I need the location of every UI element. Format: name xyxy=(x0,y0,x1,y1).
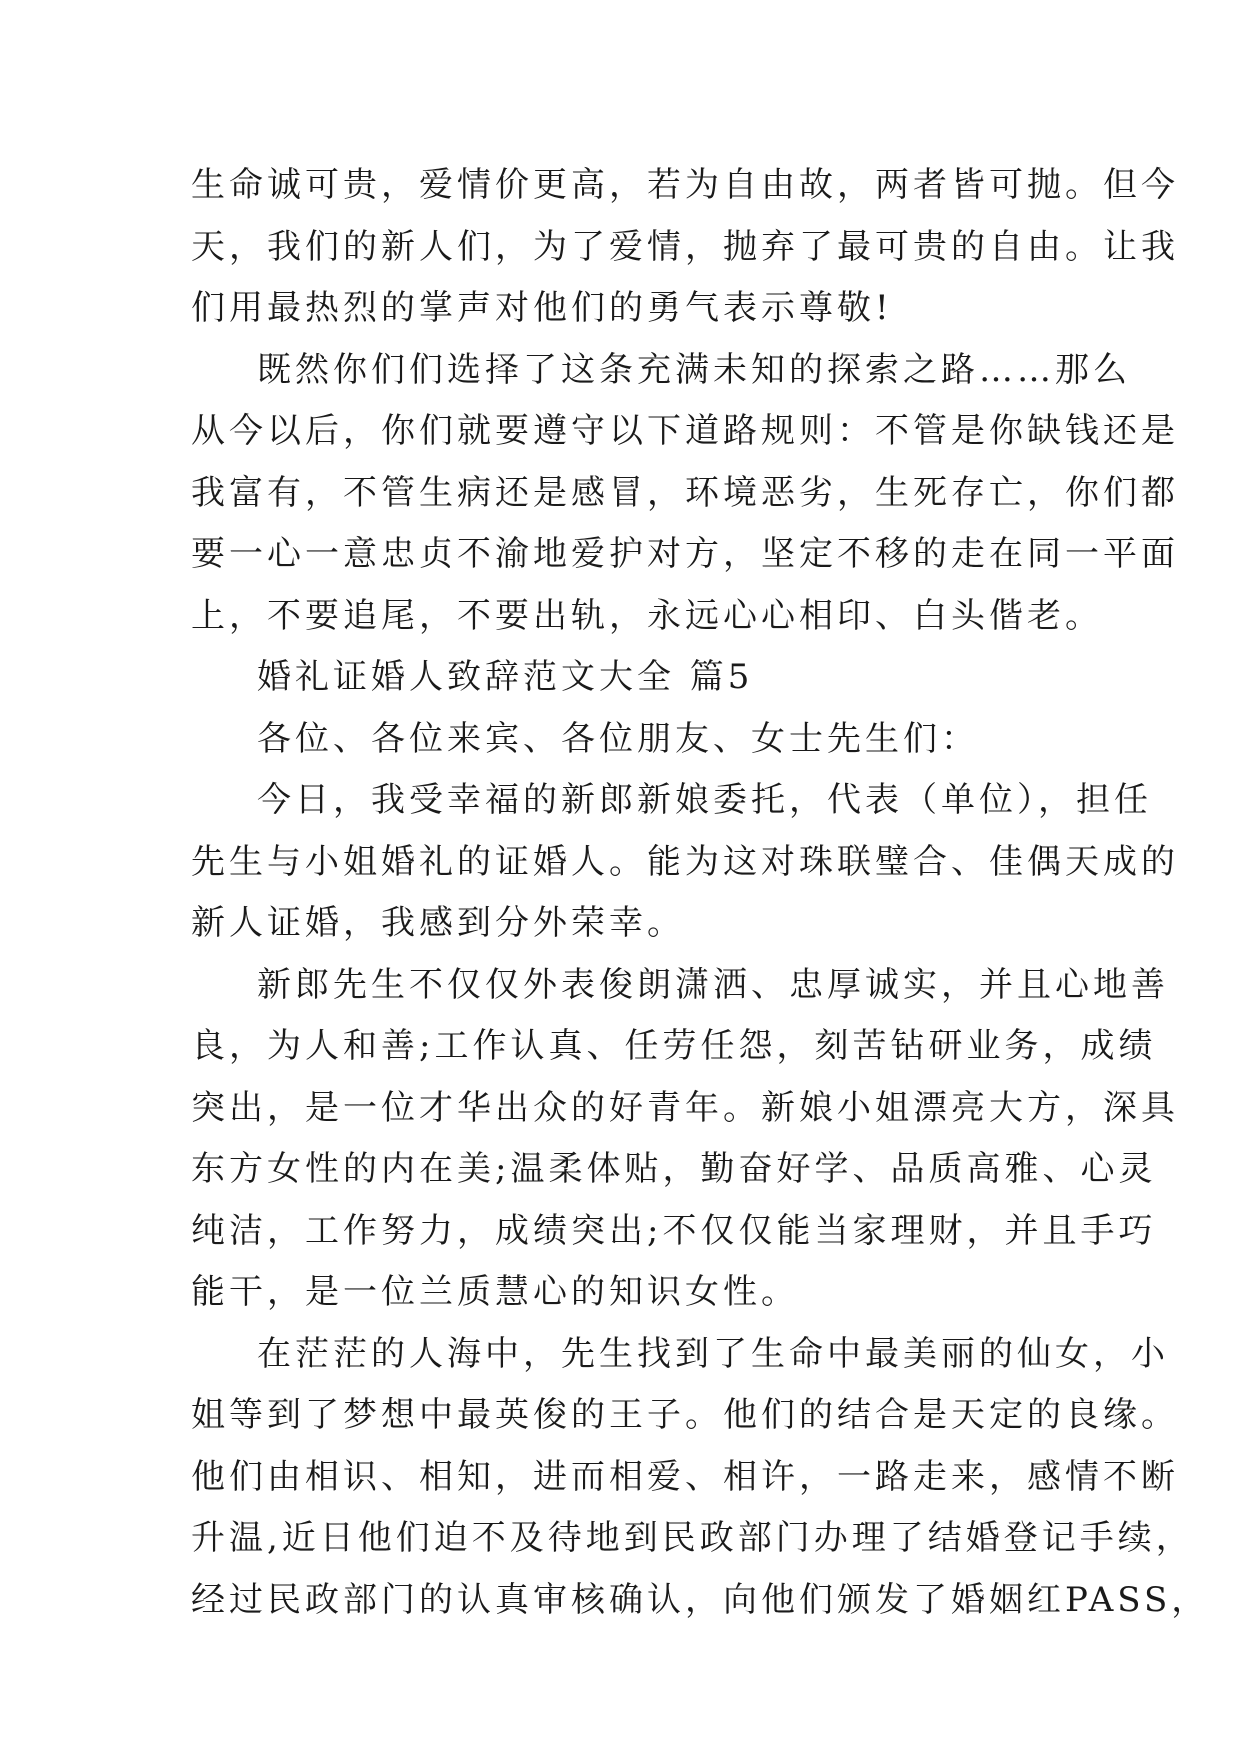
text-line: 东方女性的内在美;温柔体贴，勤奋好学、品质高雅、心灵 xyxy=(191,1149,1157,1189)
text-line: 良，为人和善;工作认真、任劳任怨，刻苦钻研业务，成绩 xyxy=(191,1026,1157,1066)
text-line: 我富有，不管生病还是感冒，环境恶劣，生死存亡，你们都 xyxy=(191,472,1179,513)
text-line: 经过民政部门的认真审核确认，向他们颁发了婚姻红PASS， xyxy=(191,1579,1210,1620)
text-line: 要一心一意忠贞不渝地爱护对方，坚定不移的走在同一平面 xyxy=(191,534,1179,574)
section-heading: 婚礼证婚人致辞范文大全 篇5 xyxy=(257,657,754,697)
text-line: 他们由相识、相知，进而相爱、相许，一路走来，感情不断 xyxy=(191,1456,1179,1497)
text-line: 纯洁，工作努力，成绩突出;不仅仅能当家理财，并且手巧 xyxy=(191,1210,1157,1251)
document-body xyxy=(191,155,1210,1631)
text-line: 突出，是一位才华出众的好青年。新娘小姐漂亮大方，深具 xyxy=(191,1087,1179,1128)
text-line: 从今以后，你们就要遵守以下道路规则：不管是你缺钱还是 xyxy=(191,411,1179,451)
text-line: 天，我们的新人们，为了爱情，抛弃了最可贵的自由。让我 xyxy=(191,226,1179,267)
text-line: 先生与小姐婚礼的证婚人。能为这对珠联璧合、佳偶天成的 xyxy=(191,841,1179,882)
text-line: 们用最热烈的掌声对他们的勇气表示尊敬! xyxy=(191,288,893,328)
text-line: 今日，我受幸福的新郎新娘委托，代表（单位），担任 xyxy=(257,780,1152,820)
text-line: 姐等到了梦想中最英俊的王子。他们的结合是天定的良缘。 xyxy=(191,1395,1179,1435)
text-line: 能干，是一位兰质慧心的知识女性。 xyxy=(191,1272,799,1312)
text-line: 升温,近日他们迫不及待地到民政部门办理了结婚登记手续， xyxy=(191,1518,1194,1558)
text-line: 新郎先生不仅仅外表俊朗潇洒、忠厚诚实，并且心地善 xyxy=(257,964,1169,1005)
text-line: 生命诚可贵，爱情价更高，若为自由故，两者皆可抛。但今 xyxy=(191,165,1179,205)
text-line: 在茫茫的人海中，先生找到了生命中最美丽的仙女，小 xyxy=(257,1333,1169,1374)
text-line: 既然你们们选择了这条充满未知的探索之路……那么 xyxy=(257,349,1131,390)
text-line: 各位、各位来宾、各位朋友、女士先生们： xyxy=(257,718,979,759)
text-line: 上，不要追尾，不要出轨，永远心心相印、白头偕老。 xyxy=(191,595,1103,636)
text-line: 新人证婚，我感到分外荣幸。 xyxy=(191,903,685,943)
